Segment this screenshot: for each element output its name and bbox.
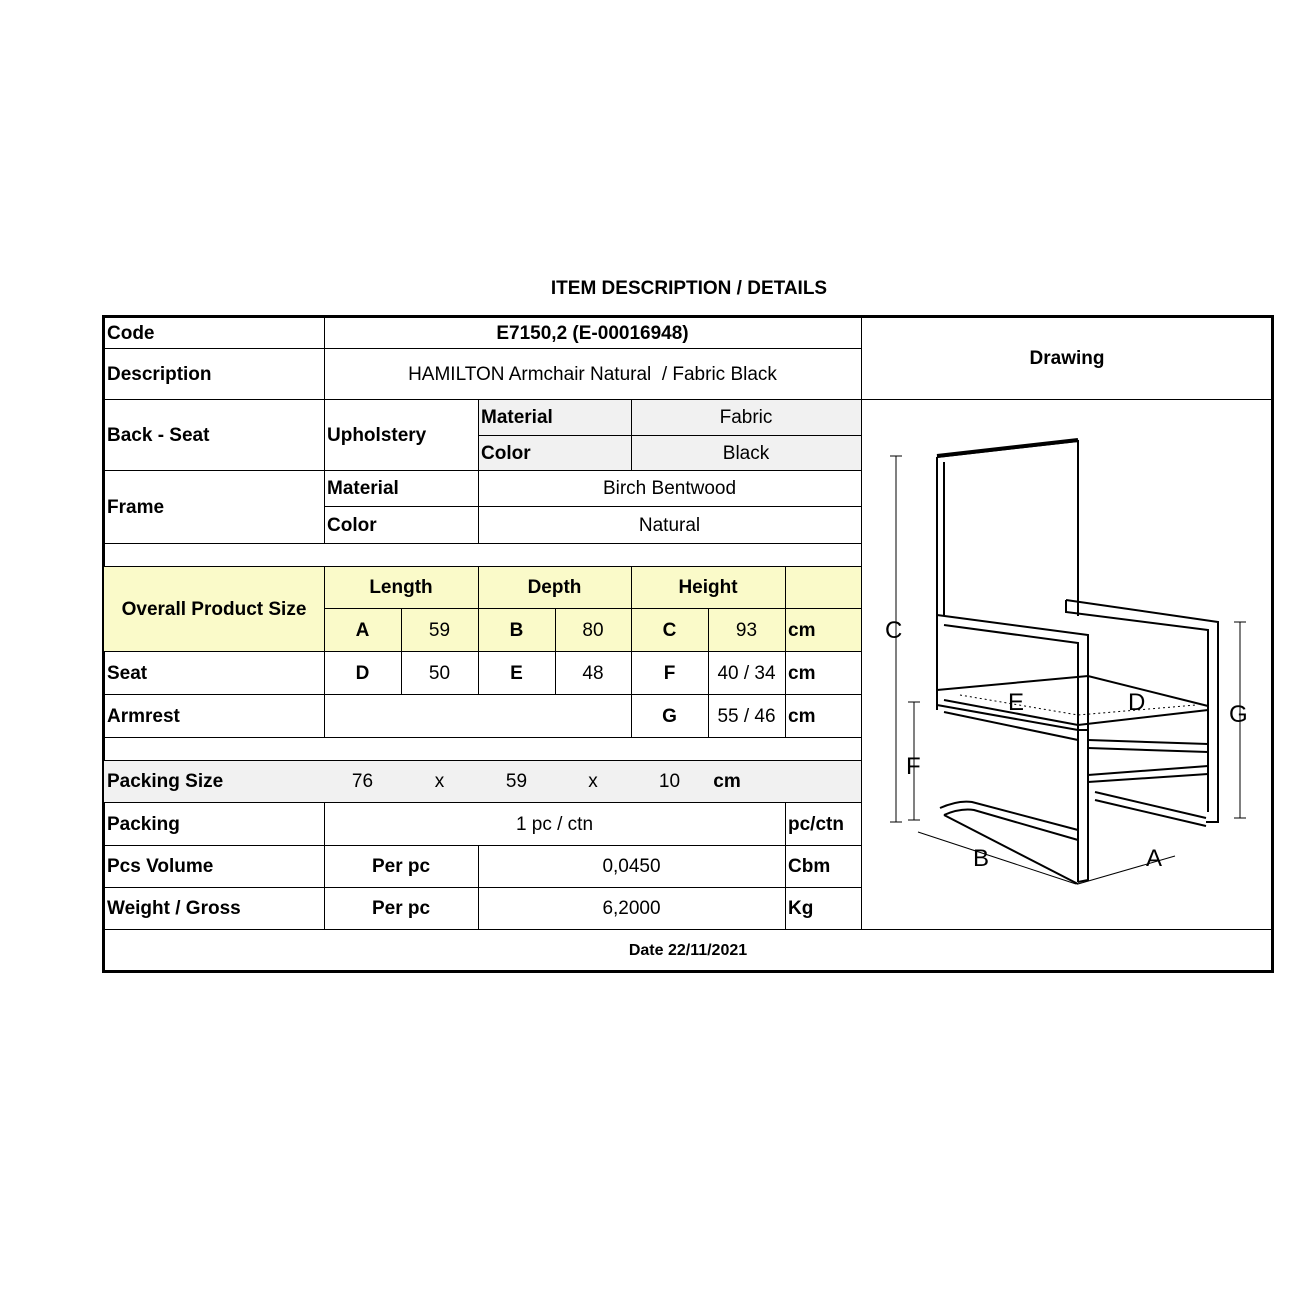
upholstery-material-value: Fabric	[719, 407, 773, 428]
packing-size-length: 76	[351, 771, 374, 792]
drawing-letter-d: D	[1128, 689, 1146, 716]
height-header: Height	[678, 577, 738, 598]
dim-letter-e: E	[510, 662, 523, 684]
packing-value: 1 pc / ctn	[515, 813, 594, 835]
drawing-header: Drawing	[1029, 348, 1105, 369]
dim-letter-c: C	[662, 619, 677, 641]
dim-letter-a: A	[355, 619, 370, 641]
code-value: E7150,2 (E-00016948)	[496, 322, 689, 344]
upholstery-color-value: Black	[722, 442, 770, 464]
armchair-frame	[937, 440, 1218, 884]
dim-letter-f: F	[663, 662, 676, 684]
dim-value-b: 80	[582, 619, 604, 641]
dim-value-g: 55 / 46	[717, 705, 776, 727]
page-title: ITEM DESCRIPTION / DETAILS	[550, 278, 828, 299]
dim-value-f: 40 / 34	[717, 662, 776, 684]
weight-per: Per pc	[371, 898, 431, 919]
packing-size-label: Packing Size	[107, 771, 224, 792]
drawing-letter-e: E	[1008, 689, 1025, 716]
frame-label: Frame	[107, 496, 165, 518]
drawing-letter-a: A	[1146, 845, 1163, 872]
packing-size-width: 59	[505, 771, 528, 792]
upholstery-material-label: Material	[481, 407, 553, 428]
frame-material-label: Material	[327, 478, 399, 499]
grid-line	[104, 737, 861, 738]
description-label: Description	[107, 363, 212, 385]
upholstery-color-label: Color	[481, 442, 531, 464]
packing-unit: pc/ctn	[788, 813, 844, 835]
overall-size-label: Overall Product Size	[121, 598, 307, 620]
packing-size-times-2: x	[588, 771, 598, 792]
packing-size-height: 10	[658, 771, 681, 792]
frame-color-label: Color	[327, 514, 377, 536]
dim-value-d: 50	[428, 662, 451, 684]
dim-letter-b: B	[509, 619, 524, 641]
dim-letter-d: D	[355, 662, 370, 684]
drawing-letter-f: F	[906, 753, 921, 780]
packing-label: Packing	[107, 813, 180, 835]
pcs-volume-label: Pcs Volume	[107, 856, 214, 877]
dim-letter-g: G	[662, 705, 677, 727]
description-value: HAMILTON Armchair Natural / Fabric Black	[408, 363, 777, 385]
back-seat-label: Back - Seat	[107, 424, 210, 446]
weight-label: Weight / Gross	[107, 898, 241, 919]
length-header: Length	[369, 577, 433, 598]
weight-value: 6,2000	[602, 898, 661, 919]
pcs-volume-value: 0,0450	[602, 856, 661, 877]
packing-size-times-1: x	[434, 771, 445, 792]
depth-header: Depth	[527, 577, 582, 598]
weight-unit: Kg	[788, 898, 814, 919]
armrest-label: Armrest	[107, 705, 180, 727]
overall-unit: cm	[788, 619, 816, 641]
dim-value-c: 93	[735, 619, 758, 641]
seat-unit: cm	[788, 662, 816, 684]
code-label: Code	[107, 322, 155, 344]
seat-label: Seat	[107, 662, 148, 684]
date-footer: Date 22/11/2021	[628, 942, 748, 959]
packing-size-unit: cm	[713, 771, 741, 792]
frame-color-value: Natural	[638, 514, 701, 536]
upholstery-label: Upholstery	[327, 424, 427, 446]
frame-material-value: Birch Bentwood	[602, 478, 737, 499]
pcs-volume-unit: Cbm	[788, 856, 831, 877]
dim-value-a: 59	[428, 619, 451, 641]
pcs-volume-per: Per pc	[371, 856, 431, 877]
grid-line	[104, 543, 861, 544]
armrest-unit: cm	[788, 705, 816, 727]
drawing-letter-b: B	[973, 845, 990, 872]
drawing-letter-g: G	[1229, 701, 1248, 728]
dim-value-e: 48	[582, 662, 604, 684]
drawing-letter-c: C	[885, 617, 903, 644]
armchair-drawing	[862, 400, 1272, 930]
